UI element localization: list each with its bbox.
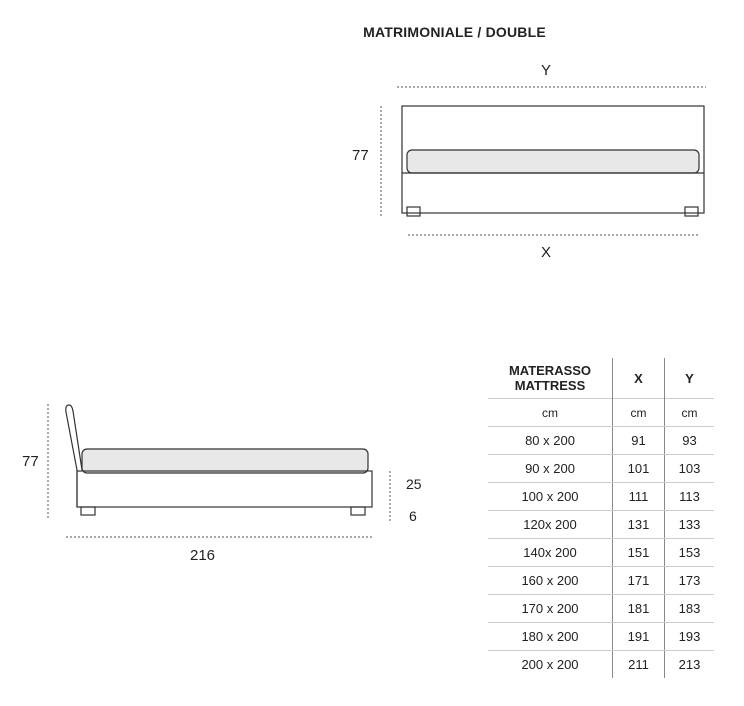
- table-row: [488, 539, 714, 567]
- units-y: cm: [665, 399, 715, 427]
- side-base: [77, 471, 372, 507]
- table-row: [488, 511, 714, 539]
- cell-mattress-size: 140x 200: [488, 539, 613, 567]
- side-foot-left: [81, 507, 95, 515]
- table-row: [488, 455, 714, 483]
- cell-mattress-size: 90 x 200: [488, 455, 613, 483]
- side-base-height-label: 25: [406, 476, 422, 492]
- cell-x-value: 211: [613, 651, 665, 679]
- table-row: [488, 651, 714, 679]
- header-mattress-line1: MATERASSO: [508, 363, 592, 378]
- cell-x-value: 171: [613, 567, 665, 595]
- units-x: cm: [613, 399, 665, 427]
- cell-mattress-size: 160 x 200: [488, 567, 613, 595]
- cell-y-value: 213: [665, 651, 715, 679]
- front-foot-left: [407, 207, 420, 216]
- table-header-row: [488, 358, 714, 399]
- cell-y-value: 133: [665, 511, 715, 539]
- front-height-label: 77: [352, 147, 369, 164]
- side-height-label: 77: [22, 453, 39, 470]
- table-units-row: [488, 399, 714, 427]
- front-width-y-label: Y: [540, 62, 551, 79]
- cell-x-value: 131: [613, 511, 665, 539]
- front-view: [381, 87, 706, 235]
- diagram-title: MATRIMONIALE / DOUBLE: [363, 24, 546, 40]
- table-row: [488, 623, 714, 651]
- cell-x-value: 111: [613, 483, 665, 511]
- table-row: [488, 567, 714, 595]
- side-headboard: [66, 405, 82, 507]
- front-width-x-label: X: [540, 244, 551, 261]
- table-row: [488, 427, 714, 455]
- side-mattress: [82, 449, 368, 473]
- cell-x-value: 91: [613, 427, 665, 455]
- cell-y-value: 173: [665, 567, 715, 595]
- header-x: X: [613, 358, 665, 399]
- cell-x-value: 181: [613, 595, 665, 623]
- side-length-label: 216: [190, 547, 216, 564]
- cell-mattress-size: 180 x 200: [488, 623, 613, 651]
- cell-y-value: 113: [665, 483, 715, 511]
- front-mattress: [407, 150, 699, 173]
- header-mattress-line2: MATTRESS: [514, 378, 586, 393]
- side-view: [48, 404, 390, 537]
- cell-mattress-size: 120x 200: [488, 511, 613, 539]
- cell-x-value: 191: [613, 623, 665, 651]
- table-body: [488, 399, 714, 679]
- table-row: [488, 483, 714, 511]
- cell-mattress-size: 200 x 200: [521, 657, 579, 672]
- front-foot-right: [685, 207, 698, 216]
- cell-y-value: 93: [665, 427, 715, 455]
- side-foot-height-label: 6: [409, 508, 417, 524]
- cell-x-value: 151: [613, 539, 665, 567]
- header-mattress: [488, 358, 613, 399]
- cell-mattress-size: 100 x 200: [488, 483, 613, 511]
- table-row: [488, 595, 714, 623]
- cell-y-value: 103: [665, 455, 715, 483]
- cell-y-value: 183: [665, 595, 715, 623]
- side-foot-right: [351, 507, 365, 515]
- header-y: Y: [665, 358, 715, 399]
- cell-x-value: 101: [613, 455, 665, 483]
- cell-mattress-size: 170 x 200: [488, 595, 613, 623]
- cell-y-value: 153: [665, 539, 715, 567]
- mattress-size-table: [488, 358, 714, 678]
- units-mattress: cm: [488, 399, 613, 427]
- cell-y-value: 193: [665, 623, 715, 651]
- cell-mattress-size: 80 x 200: [488, 427, 613, 455]
